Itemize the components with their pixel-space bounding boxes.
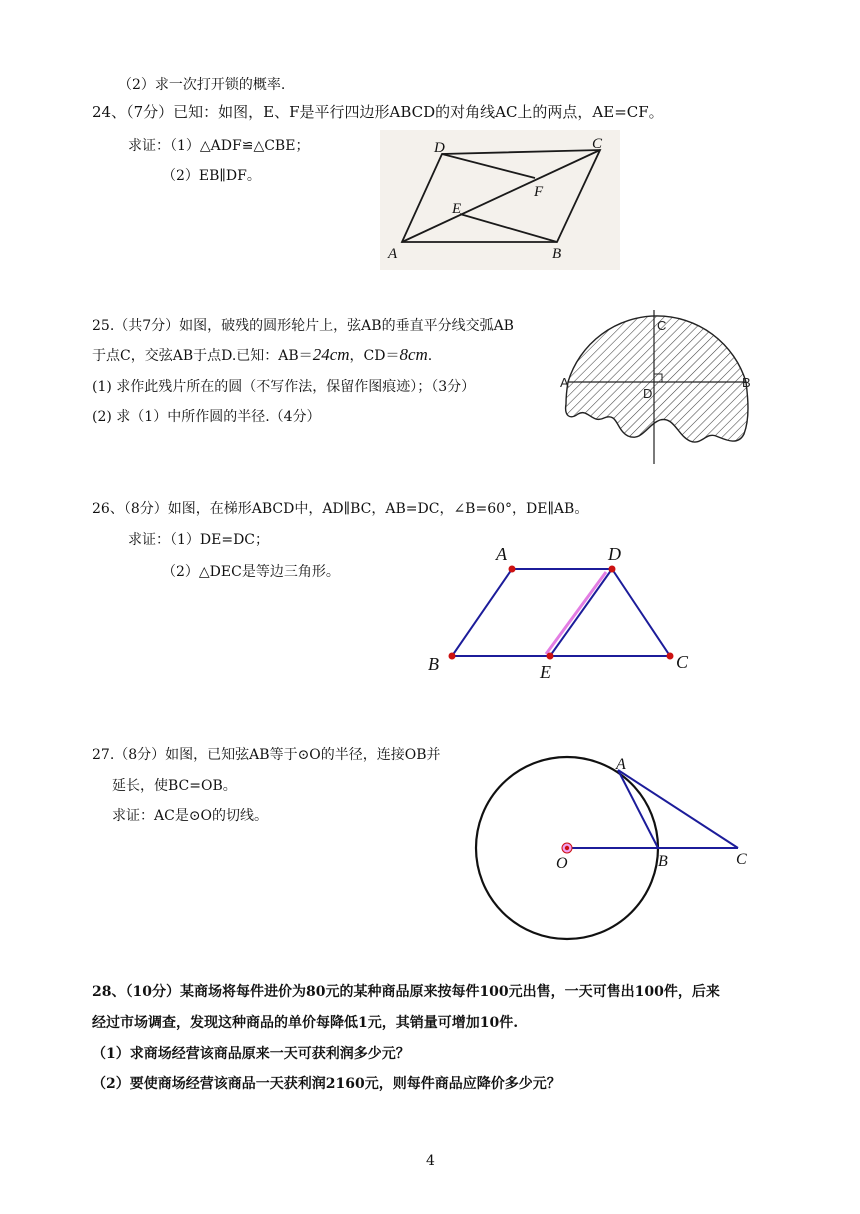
page-number: 4 (426, 1153, 435, 1169)
q24-header: 24、（7分）已知：如图，E、F是平行四边形ABCD的对角线AC上的两点，AE=CF。 (92, 103, 664, 121)
q24-label-A: A (388, 246, 398, 262)
q25-line4: (2) 求（1）中所作圆的半径.（4分） (92, 409, 321, 425)
q26-label-B: B (428, 654, 439, 674)
q26-label-D: D (608, 544, 621, 564)
q25-line2: 于点C，交弦AB于点D.已知：AB＝24cm，CD＝8cm. (92, 345, 433, 364)
q25-label-A: A (560, 375, 569, 390)
q24-label-E: E (452, 201, 462, 217)
q24-label-B: B (552, 246, 562, 262)
q26-label-E: E (540, 662, 551, 682)
q27-line2: 延长，使BC=OB。 (112, 778, 237, 794)
q27-label-B: B (658, 853, 668, 870)
q24-label-C: C (592, 136, 603, 152)
q24-label-D: D (434, 140, 445, 156)
q27-label-A: A (616, 756, 626, 773)
q27-line3: 求证：AC是⊙O的切线。 (112, 808, 269, 824)
q24-parallelogram-figure (380, 130, 620, 270)
q25-line3: (1) 求作此残片所在的圆（不写作法，保留作图痕迹）；（3分） (92, 379, 476, 395)
q28-line2: 经过市场调查，发现这种商品的单价每降低1元，其销量可增加10件. (92, 1015, 519, 1031)
q28-line1: 28、（10分）某商场将每件进价为80元的某种商品原来按每件100元出售，一天可售出100件，后来 (92, 984, 720, 1000)
q25-cd-value: 8cm (399, 345, 428, 364)
q23-part2: （2）求一次打开锁的概率. (118, 77, 286, 93)
q25-label-D: D (643, 386, 653, 401)
q28-line3: （1）求商场经营该商品原来一天可获利润多少元？ (92, 1046, 410, 1062)
q27-line1: 27.（8分）如图，已知弦AB等于⊙O的半径，连接OB并 (92, 747, 441, 763)
q26-label-A: A (496, 544, 507, 564)
q24-label-F: F (534, 184, 544, 200)
q27-label-C: C (736, 851, 747, 868)
q26-header: 26、（8分）如图，在梯形ABCD中，AD∥BC，AB=DC，∠B=60°，DE∥AB。 (92, 501, 589, 517)
q26-prove-1: 求证：（1）DE=DC； (128, 532, 270, 548)
q26-prove-2: （2）△DEC是等边三角形。 (162, 564, 340, 580)
q27-label-O: O (556, 855, 568, 872)
q26-trapezoid-figure (420, 538, 710, 688)
q25-ab-value: 24cm (312, 345, 350, 364)
q28-line4: （2）要使商场经营该商品一天获利润2160元，则每件商品应降价多少元？ (92, 1076, 561, 1092)
q27-circle-figure (470, 750, 760, 950)
q25-line1: 25.（共7分）如图，破残的圆形轮片上，弦AB的垂直平分线交弧AB (92, 318, 514, 334)
q24-prove-1: 求证：（1）△ADF≌△CBE； (128, 138, 310, 154)
q24-prove-2: （2）EB∥DF。 (162, 168, 261, 184)
q25-label-C: C (657, 318, 667, 333)
q25-broken-wheel-figure (556, 306, 756, 468)
q25-label-B: B (742, 375, 751, 390)
q26-label-C: C (676, 652, 689, 672)
